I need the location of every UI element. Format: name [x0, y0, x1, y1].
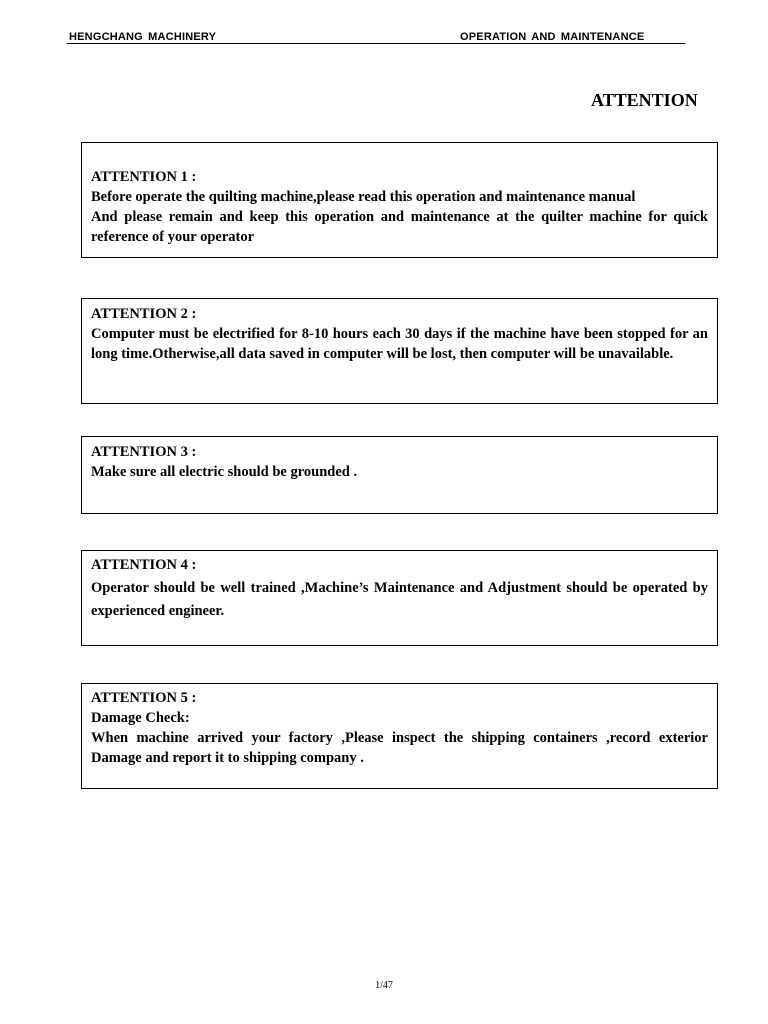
- attention-text: Make sure all electric should be grounded .: [91, 464, 358, 480]
- header-document-type: OPERATION AND MAINTENANCE: [460, 31, 645, 43]
- attention-text: Computer must be electrified for 8-10 hours each 30 days if the machine have been stopped for an long time.Otherwise,all data saved in computer will be lost, then computer will be unavailable.: [91, 326, 708, 362]
- page-number: 1/47: [375, 980, 393, 991]
- attention-text: Before operate the quilting machine,please read this operation and maintenance manual: [91, 189, 636, 205]
- header-divider: [67, 43, 685, 44]
- attention-box-4: [81, 550, 718, 646]
- attention-box-3: [81, 436, 718, 514]
- attention-heading: ATTENTION 3 :: [91, 444, 197, 460]
- attention-heading: ATTENTION 2 :: [91, 306, 197, 322]
- page-title: ATTENTION: [591, 90, 698, 110]
- header-company-name: HENGCHANG MACHINERY: [69, 31, 217, 43]
- attention-heading: ATTENTION 4 :: [91, 557, 197, 573]
- attention-heading: ATTENTION 5 :: [91, 690, 197, 706]
- attention-heading: ATTENTION 1 :: [91, 169, 197, 185]
- attention-text: When machine arrived your factory ,Please inspect the shipping containers ,record exterior Damage and report it to shipping company .: [91, 730, 708, 766]
- attention-box-1: [81, 142, 718, 258]
- attention-box-2: [81, 298, 718, 404]
- attention-box-5: [81, 683, 718, 789]
- attention-text: And please remain and keep this operation and maintenance at the quilter machine for quick reference of your operator: [91, 209, 708, 245]
- attention-subheading: Damage Check:: [91, 710, 190, 726]
- attention-text: Operator should be well trained ,Machine’s Maintenance and Adjustment should be operated by experienced engineer.: [91, 580, 708, 619]
